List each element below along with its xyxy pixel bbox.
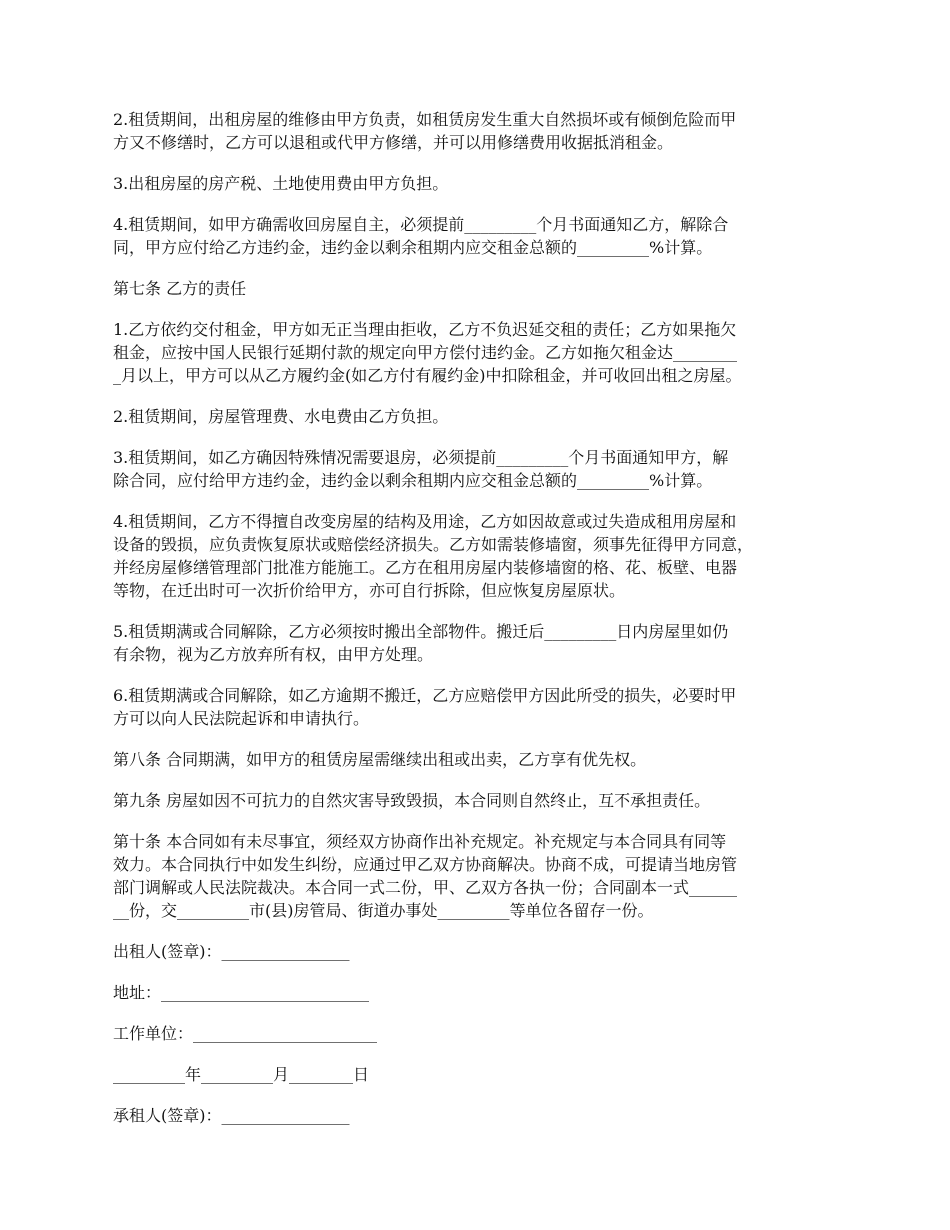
text-line: 租金，应按中国人民银行延期付款的规定向甲方偿付违约金。乙方如拖欠租金达________ — [113, 343, 738, 362]
clause-6-4 — [113, 213, 853, 259]
clause-7-3 — [113, 446, 853, 492]
text-line: 第九条 房屋如因不可抗力的自然灾害导致毁损，本合同则自然终止，互不承担责任。 — [113, 791, 711, 810]
clause-7-6 — [113, 684, 853, 730]
text-line: 5.租赁期满或合同解除，乙方必须按时搬出全部物件。搬迁后_________日内房屋里如仍 — [113, 622, 729, 641]
article-10 — [113, 830, 853, 922]
clause-7-5 — [113, 620, 853, 666]
text-line: 1.乙方依约交付租金，甲方如无正当理由拒收，乙方不负迟延交租的责任；乙方如果拖欠 — [113, 320, 737, 339]
text-line: 有余物，视为乙方放弃所有权，由甲方处理。 — [113, 645, 434, 664]
clause-7-4 — [113, 510, 853, 602]
address-line: 地址：__________________________ — [113, 983, 370, 1002]
text-line: 部门调解或人民法院裁决。本合同一式二份，甲、乙双方各执一份；合同副本一式______ — [113, 878, 738, 897]
text-line: 等物，在迁出时可一次折价给甲方，亦可自行拆除，但应恢复房屋原状。 — [113, 581, 626, 600]
lessor-signature-line: 出租人(签章)：________________ — [113, 942, 350, 961]
clause-7-2 — [113, 405, 853, 428]
text-line: 3.出租房屋的房产税、土地使用费由甲方负担。 — [113, 174, 449, 193]
text-line: 效力。本合同执行中如发生纠纷，应通过甲乙双方协商解决。协商不成，可提请当地房管 — [113, 855, 738, 874]
workplace-line: 工作单位：_______________________ — [113, 1024, 378, 1043]
text-line: 6.租赁期满或合同解除，如乙方逾期不搬迁，乙方应赔偿甲方因此所受的损失，必要时甲 — [113, 686, 737, 705]
article-8 — [113, 748, 853, 771]
text-line: 设备的毁损，应负责恢复原状或赔偿经济损失。乙方如需装修墙窗，须事先征得甲方同意， — [113, 535, 754, 554]
lessee-signature-line: 承租人(签章)：________________ — [113, 1106, 350, 1125]
contract-page — [113, 108, 853, 1145]
text-line: _月以上，甲方可以从乙方履约金(如乙方付有履约金)中扣除租金，并可收回出租之房屋。 — [113, 366, 742, 385]
text-line: 并经房屋修缮管理部门批准方能施工。乙方在租用房屋内装修墙窗的格、花、板壁、电器 — [113, 558, 738, 577]
text-line: 2.租赁期间，房屋管理费、水电费由乙方负担。 — [113, 407, 449, 426]
text-line: 第十条 本合同如有未尽事宜，须经双方协商作出补充规定。补充规定与本合同具有同等 — [113, 832, 727, 851]
text-line: 方可以向人民法院起诉和申请执行。 — [113, 709, 370, 728]
article-7-heading — [113, 277, 853, 300]
clause-6-3 — [113, 172, 853, 195]
section-heading: 第七条 乙方的责任 — [113, 279, 247, 298]
text-line: 除合同，应付给甲方违约金，违约金以剩余租期内应交租金总额的_________%计算。 — [113, 471, 713, 490]
text-line: 4.租赁期间，如甲方确需收回房屋自主，必须提前_________个月书面通知乙方，解除合 — [113, 215, 729, 234]
text-line: 第八条 合同期满，如甲方的租赁房屋需继续出租或出卖，乙方享有优先权。 — [113, 750, 647, 769]
text-line: 同，甲方应付给乙方违约金，违约金以剩余租期内应交租金总额的_________%计算。 — [113, 238, 713, 257]
article-9 — [113, 789, 853, 812]
text-line: 3.租赁期间，如乙方确因特殊情况需要退房，必须提前_________个月书面通知甲方，解 — [113, 448, 729, 467]
text-line: __份，交_________市(县)房管局、街道办事处_________等单位各留存一份。 — [113, 901, 654, 920]
clause-6-2 — [113, 108, 853, 154]
clause-7-1 — [113, 318, 853, 387]
text-line: 2.租赁期间，出租房屋的维修由甲方负责，如租赁房发生重大自然损坏或有倾倒危险而甲 — [113, 110, 737, 129]
date-line: _________年_________月________日 — [113, 1065, 370, 1084]
text-line: 4.租赁期间，乙方不得擅自改变房屋的结构及用途，乙方如因故意或过失造成租用房屋和 — [113, 512, 737, 531]
text-line: 方又不修缮时，乙方可以退租或代甲方修缮，并可以用修缮费用收据抵消租金。 — [113, 133, 674, 152]
